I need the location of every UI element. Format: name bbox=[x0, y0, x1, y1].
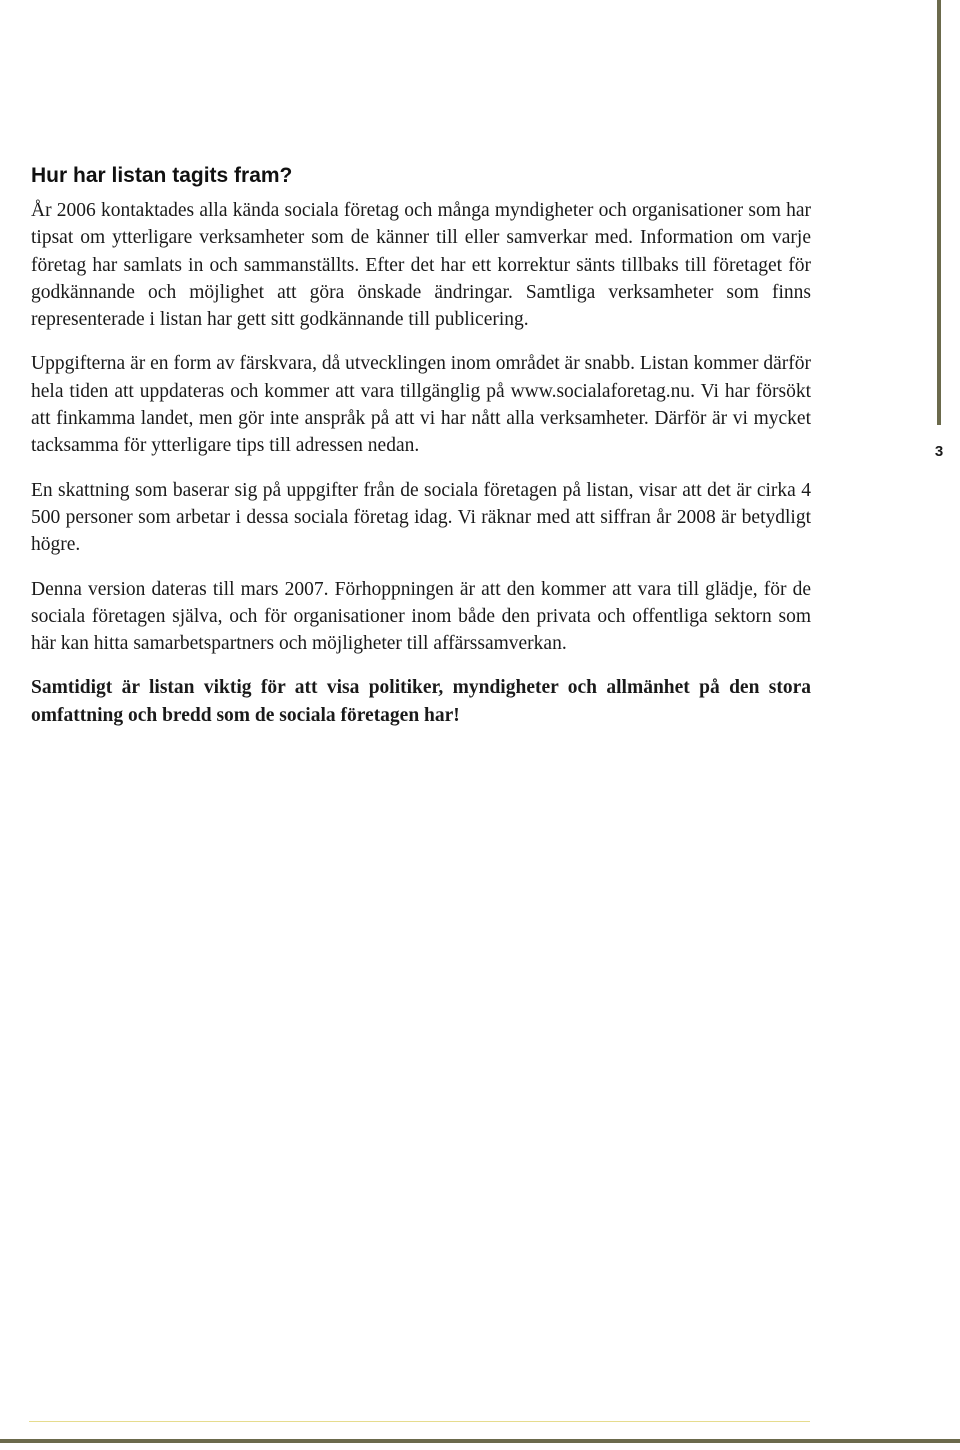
footer-rule bbox=[29, 1421, 810, 1422]
paragraph-estimate: En skattning som baserar sig på uppgifter från de sociala företagen på listan, visar att det är cirka 4 500 personer som arbetar i dessa sociala företag idag. Vi räknar med att siffran år 2008 är betydligt högre. bbox=[31, 479, 811, 556]
paragraph-version: Denna version dateras till mars 2007. Förhoppningen är att den kommer att vara till glädje, för de sociala företagen själva, och för organisationer inom både den privata och offentliga sektorn som här kan hitta samarbetspartners och möjligheter till affärssamverkan. bbox=[31, 578, 811, 655]
body-text bbox=[31, 197, 811, 746]
paragraph-method: År 2006 kontaktades alla kända sociala företag och många myndigheter och organisationer som har tipsat om ytterligare verksamheter som de känner till eller samverkar med. Information om varje företag har samlats in och sammanställts. Efter det har ett korrektur sänts tillbaks till företaget för godkännande och möjlighet att göra önskade ändringar. Samtliga verksamheter som finns representerade i listan har gett sitt godkännande till publicering. bbox=[31, 200, 811, 331]
footer-bar bbox=[0, 1439, 960, 1443]
paragraph-updates: Uppgifterna är en form av färskvara, då utvecklingen inom området är snabb. Listan kommer därför hela tiden att uppdateras och kommer att vara tillgänglig på www.socialaforetag.nu. Vi har försökt att finkamma landet, men gör inte anspråk på att vi har nått alla verksamheter. Därför är vi mycket tacksamma för ytterligare tips till adressen nedan. bbox=[31, 353, 811, 457]
paragraph-conclusion: Samtidigt är listan viktig för att visa politiker, myndigheter och allmänhet på den stora omfattning och bredd som de sociala företagen har! bbox=[31, 677, 811, 726]
section-heading: Hur har listan tagits fram? bbox=[31, 164, 293, 187]
margin-bar bbox=[937, 0, 941, 425]
page-number: 3 bbox=[934, 443, 944, 460]
